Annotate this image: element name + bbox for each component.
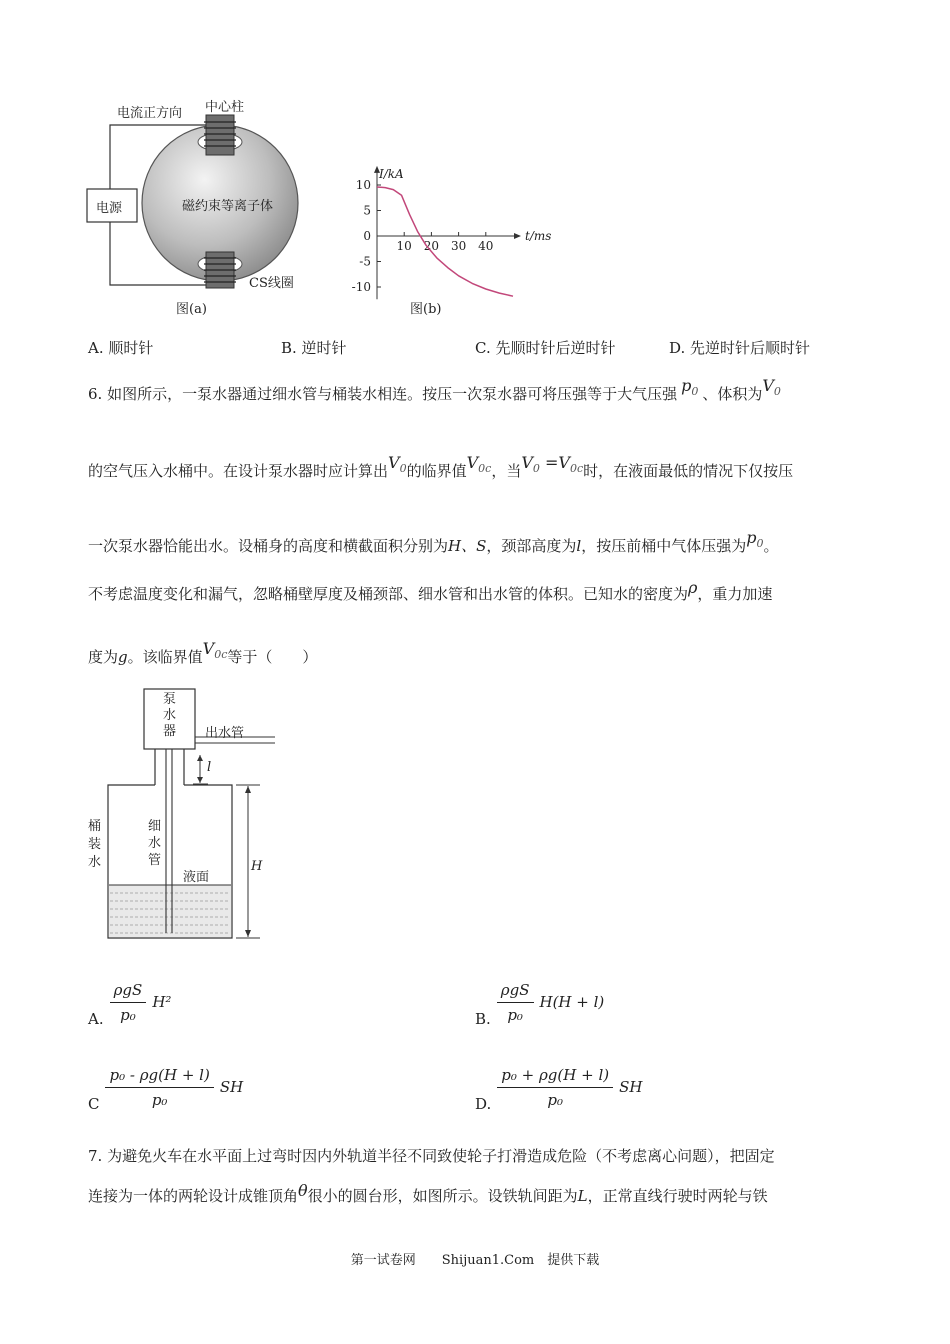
x-tick-label: 20	[423, 239, 440, 253]
x-axis-arrow	[514, 233, 521, 239]
y-tick-label: -10	[351, 280, 371, 294]
q6-option-b: B. $\frac{\text{ρgS}}{\text{p₀}}$ H(H + l)	[475, 980, 605, 1028]
outlet-label: 出水管	[205, 726, 245, 741]
q5-option-b: B. 逆时针	[281, 339, 347, 357]
var-V0: $V_0$	[388, 453, 407, 476]
q6-line-3: 一次泵水器恰能出水。设桶身的高度和横截面积分别为H、S，颈部高度为l，按压前桶中气体压强为$p_0$。	[88, 528, 779, 555]
q7-line-2: 连接为一体的两轮设计成锥顶角θ很小的圆台形，如图所示。设铁轨间距为L，正常直线行驶时两轮与铁	[88, 1181, 768, 1205]
x-axis-label: t/ms	[525, 229, 552, 243]
x-tick-label: 30	[450, 239, 467, 253]
q6-line-4: 不考虑温度变化和漏气，忽略桶壁厚度及桶颈部、细水管和出水管的体积。已知水的密度为ρ，重力加速	[88, 578, 773, 603]
height-H-label: H	[251, 859, 263, 874]
bucket-pump-figure	[80, 685, 280, 945]
y-tick-label: 10	[355, 178, 371, 192]
power-label: 电源	[96, 201, 123, 216]
center-column-coil	[206, 115, 234, 155]
plasma-label: 磁约束等离子体	[182, 199, 274, 214]
var-p0: $p_0$	[746, 528, 764, 551]
cs-coil-label: CS线圈	[249, 276, 294, 291]
q6-line-1: 6. 如图所示，一泵水器通过细水管与桶装水相连。按压一次泵水器可将压强等于大气压强 $p_0$ 、体积为$V_0$	[88, 376, 781, 403]
y-tick-label: -5	[359, 254, 371, 269]
fig-b-caption: 图(b)	[410, 302, 442, 317]
var-V0: $V_0$	[762, 376, 781, 399]
q6-line-5: 度为g。该临界值$V_{0c}$等于（ ）	[88, 639, 318, 666]
pump-label: 泵 水 器	[163, 692, 177, 739]
var-rho: ρ	[688, 578, 698, 597]
neck-height-label: l	[207, 760, 212, 775]
y-axis-label: I/kA	[379, 166, 404, 181]
fig-a-caption: 图(a)	[176, 302, 207, 317]
surface-label: 液面	[183, 870, 210, 885]
current-time-chart	[345, 150, 565, 320]
x-tick-label: 40	[478, 239, 494, 253]
page-footer: 第一试卷网 Shijuan1.Com 提供下载	[350, 1253, 600, 1268]
var-V0c: $V_{0c}$	[202, 639, 228, 662]
q6-option-d: D. $\frac{\text{p₀ + ρg(H + l)}}{\text{p₀}}$ SH	[475, 1065, 643, 1113]
q6-option-c: C $\frac{\text{p₀ - ρg(H + l)}}{\text{p₀}}$ SH	[88, 1065, 244, 1113]
var-V0c: $V_{0c}$	[466, 453, 492, 476]
current-direction-label: 电流正方向	[117, 106, 183, 121]
q6-option-a: A. $\frac{\text{ρgS}}{\text{p₀}}$ H²	[88, 980, 172, 1028]
center-column-label: 中心柱	[205, 100, 245, 115]
bucket-label: 桶 装 水	[88, 819, 102, 870]
x-tick-label: 10	[396, 239, 412, 253]
equation-V0-eq-V0c: $V_0 =V_{0c}$	[521, 453, 584, 476]
q5-option-c: C. 先顺时针后逆时针	[475, 339, 616, 357]
tube-label: 细 水 管	[148, 819, 162, 868]
q7-line-1: 7. 为避免火车在水平面上过弯时因内外轨道半径不同致使轮子打滑造成危险（不考虑离心问题），把固定	[88, 1147, 775, 1165]
var-p0: $p_0$	[681, 376, 699, 399]
q5-option-a: A. 顺时针	[88, 339, 154, 357]
q5-option-d: D. 先逆时针后顺时针	[669, 339, 811, 357]
y-tick-label: 5	[363, 203, 371, 218]
q6-line-2: 的空气压入水桶中。在设计泵水器时应计算出$V_0$的临界值$V_{0c}$，当$V_0 =V_{0c}$时，在液面最低的情况下仅按压	[88, 453, 794, 480]
y-tick-label: 0	[363, 229, 371, 243]
